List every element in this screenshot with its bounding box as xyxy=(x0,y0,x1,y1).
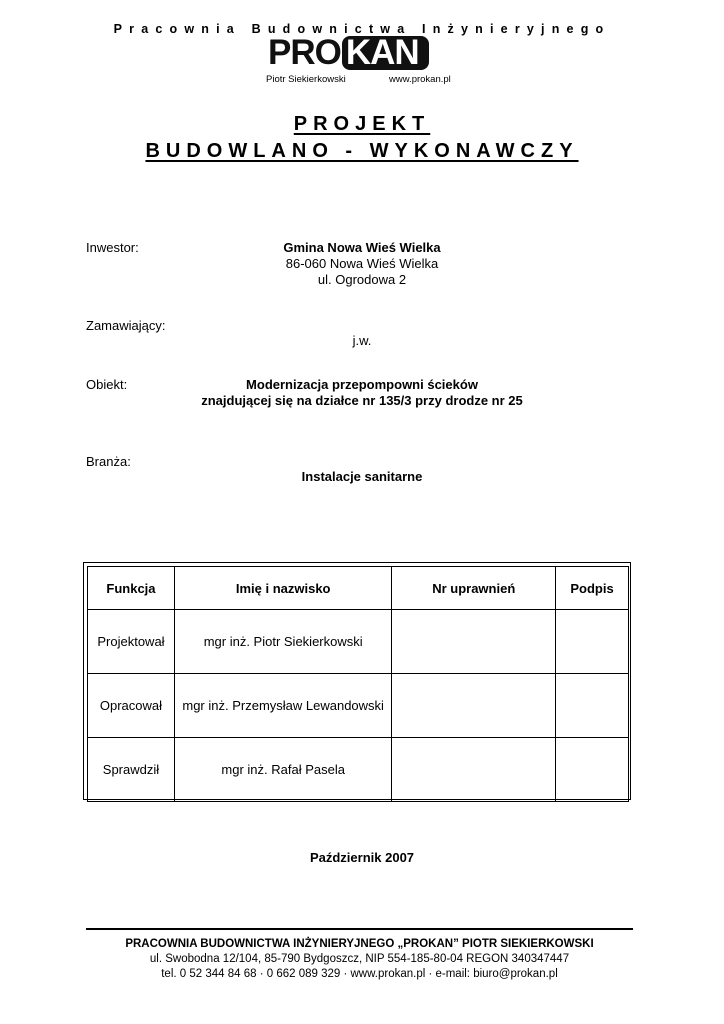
function-cell: Sprawdził xyxy=(88,738,175,802)
footer-address: ul. Swobodna 12/104, 85-790 Bydgoszcz, NIP 554-185-80-04 REGON 340347447 xyxy=(149,953,570,965)
signature-cell xyxy=(556,674,629,738)
document-date: Październik 2007 xyxy=(309,850,415,865)
document-title-line1: PROJEKT xyxy=(293,113,431,135)
prokan-logo xyxy=(262,33,462,88)
investor-name: Gmina Nowa Wieś Wielka xyxy=(283,240,441,255)
table-row xyxy=(88,738,629,802)
column-header-function: Funkcja xyxy=(88,567,175,610)
investor-address-line1: 86-060 Nowa Wieś Wielka xyxy=(285,256,439,271)
logo-owner: Piotr Siekierkowski xyxy=(266,74,346,85)
client-value: j.w. xyxy=(352,333,372,348)
function-cell: Opracował xyxy=(88,674,175,738)
table-row xyxy=(88,610,629,674)
object-line1: Modernizacja przepompowni ścieków xyxy=(246,377,478,392)
client-label: Zamawiający: xyxy=(86,318,166,333)
column-header-license: Nr uprawnień xyxy=(392,567,556,610)
object-label: Obiekt: xyxy=(86,377,128,392)
name-cell: mgr inż. Piotr Siekierkowski xyxy=(174,610,392,674)
license-cell xyxy=(392,738,556,802)
license-cell xyxy=(392,674,556,738)
column-header-name: Imię i nazwisko xyxy=(174,567,392,610)
table-header-row xyxy=(88,567,629,610)
function-cell: Projektował xyxy=(88,610,175,674)
logo-wordmark: PRO KAN xyxy=(268,36,429,70)
branch-value: Instalacje sanitarne xyxy=(301,469,423,484)
name-cell: mgr inż. Przemysław Lewandowski xyxy=(174,674,392,738)
investor-address-line2: ul. Ogrodowa 2 xyxy=(317,272,407,287)
footer-contact: tel. 0 52 344 84 68 · 0 662 089 329 · www.prokan.pl · e-mail: biuro@prokan.pl xyxy=(161,968,558,980)
document-title-line2: BUDOWLANO - WYKONAWCZY xyxy=(145,140,579,162)
table-row xyxy=(88,674,629,738)
signature-table xyxy=(87,566,629,802)
studio-name-header: Pracownia Budownictwa Inżynieryjnego xyxy=(113,22,611,36)
branch-label: Branża: xyxy=(86,454,131,469)
logo-url: www.prokan.pl xyxy=(389,74,451,85)
signature-cell xyxy=(556,738,629,802)
investor-label: Inwestor: xyxy=(86,240,139,255)
footer-company: PRACOWNIA BUDOWNICTWA INŻYNIERYJNEGO „PROKAN” PIOTR SIEKIERKOWSKI xyxy=(125,938,594,950)
signature-cell xyxy=(556,610,629,674)
column-header-signature: Podpis xyxy=(556,567,629,610)
object-line2: znajdującej się na działce nr 135/3 przy drodze nr 25 xyxy=(201,393,523,408)
name-cell: mgr inż. Rafał Pasela xyxy=(174,738,392,802)
license-cell xyxy=(392,610,556,674)
footer-divider xyxy=(86,928,633,930)
